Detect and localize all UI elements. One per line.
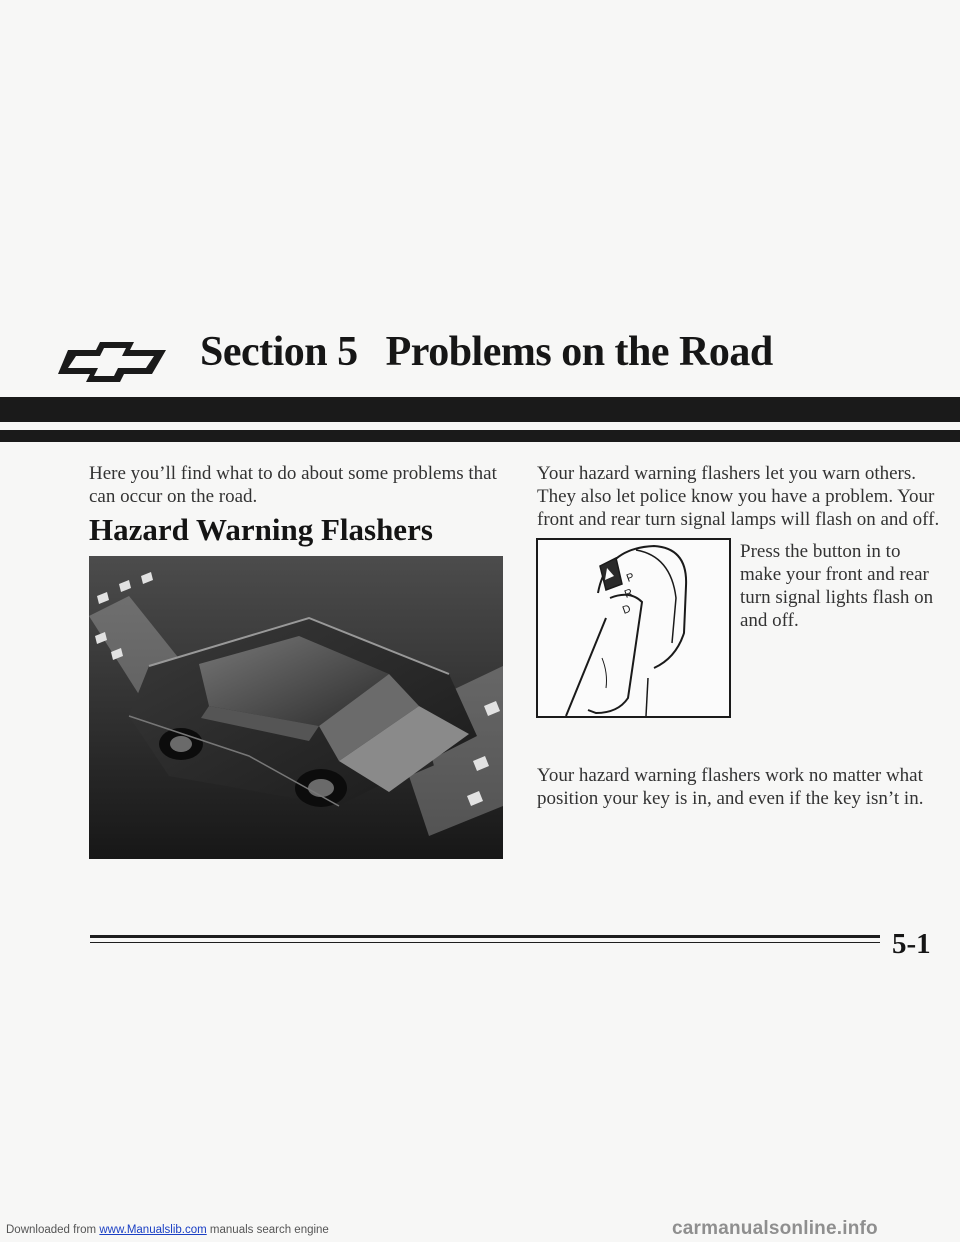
page-number: 5-1 [892, 928, 931, 960]
footer-rule-thick [90, 935, 880, 938]
download-credit [6, 1224, 329, 1236]
press-paragraph: Press the button in to make your front and rear turn signal lights flash on and off. [740, 541, 934, 631]
gear-letter-p: P [624, 571, 636, 585]
hazard-button-illustration [536, 538, 731, 718]
flashers-paragraph: Your hazard warning flashers let you warn others. They also let police know you have a problem. Your front and rear turn signal lamps will flash on and off. [537, 463, 940, 530]
gear-letter-d: D [620, 602, 633, 617]
bowtie-logo-icon [56, 338, 176, 384]
credit-prefix: Downloaded from [6, 1224, 97, 1236]
intro-paragraph: Here you’ll find what to do about some problems that can occur on the road. [89, 463, 497, 507]
works-paragraph: Your hazard warning flashers work no matter what position your key is in, and even if the key isn’t in. [537, 765, 924, 809]
car-with-flashing-lamps-illustration [89, 556, 503, 859]
gear-letter-r: R [622, 586, 635, 601]
section-label: Section 5 [200, 329, 358, 375]
footer-rule-thin [90, 942, 880, 943]
header-rule-bottom [0, 430, 960, 442]
section-name: Problems on the Road [385, 329, 773, 375]
header-rule-top [0, 397, 960, 422]
section-title [200, 328, 773, 376]
hazard-heading: Hazard Warning Flashers [89, 512, 433, 547]
manualslib-link[interactable]: www.Manualslib.com [99, 1224, 207, 1236]
site-watermark: carmanualsonline.info [672, 1218, 878, 1239]
credit-suffix: manuals search engine [209, 1224, 329, 1236]
